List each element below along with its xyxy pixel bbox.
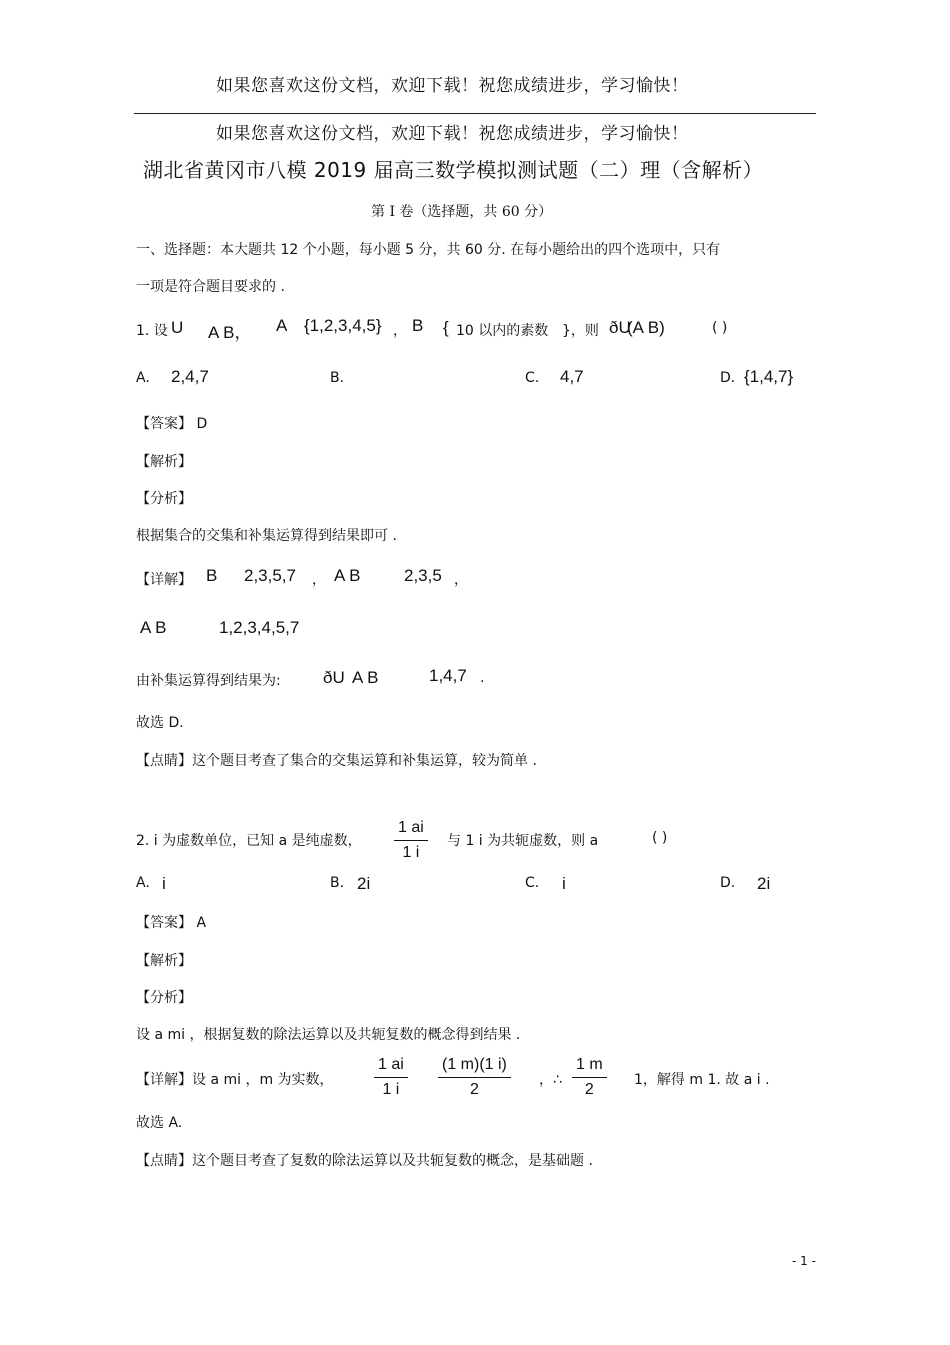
- document-title: 湖北省黄冈市八模 2019 届高三数学模拟测试题（二）理（含解析）: [143, 158, 764, 182]
- q1-detail-1e: 2,3,5: [404, 566, 442, 585]
- q2-fenxi-text: 设 a mi ，根据复数的除法运算以及共轭复数的概念得到结果 .: [136, 1027, 521, 1043]
- q2-option-b-value: 2i: [357, 874, 371, 893]
- q1-detail-1b: 2,3,5,7: [244, 566, 296, 585]
- q2-detail-f3-numerator: 1 m: [576, 1056, 603, 1073]
- q2-frac-denominator: 1 i: [402, 844, 420, 861]
- header-rule: [134, 113, 816, 114]
- q1-B-set: 10 以内的素数: [456, 323, 549, 339]
- q1-B-brace: {: [443, 318, 449, 337]
- q1-analysis-heading: 【解析】: [136, 454, 192, 470]
- q2-comment: 【点睛】这个题目考查了复数的除法运算以及共轭复数的概念，是基础题 .: [136, 1153, 593, 1169]
- q1-detail-1f: ，: [454, 572, 468, 588]
- q2-detail-prefix: 【详解】设 a mi ，m 为实数，: [136, 1072, 334, 1088]
- banner-top: 如果您喜欢这份文档，欢迎下载！祝您成绩进步，学习愉快！: [216, 76, 689, 96]
- q2-stem-mid: 与 1 i 为共轭虚数，则 a: [447, 833, 599, 849]
- volume-heading: 第 I 卷（选择题，共 60 分）: [371, 204, 553, 220]
- q1-complement: ðU: [609, 318, 631, 337]
- q1-complement-expr: (A B): [627, 318, 665, 337]
- q2-detail-f1-bar: [374, 1077, 408, 1078]
- q1-A-set: {1,2,3,4,5}: [304, 316, 382, 335]
- q1-comment: 【点睛】这个题目考查了集合的交集运算和补集运算，较为简单 .: [136, 753, 537, 769]
- q1-option-c-label: C.: [525, 370, 540, 386]
- q2-option-d-value: 2i: [757, 874, 771, 893]
- q1-detail-3-complement: ðU: [323, 668, 345, 687]
- q1-option-d-value: {1,4,7}: [744, 367, 794, 386]
- q1-fenxi-heading: 【分析】: [136, 491, 192, 507]
- q2-fenxi-heading: 【分析】: [136, 990, 192, 1006]
- q1-option-a-value: 2,4,7: [171, 367, 209, 386]
- q2-detail-fraction-1: [374, 1056, 408, 1099]
- q1-choose: 故选 D.: [136, 715, 184, 731]
- q1-detail-2a: A B: [140, 618, 167, 637]
- q2-detail-f2-numerator: (1 m)(1 i): [442, 1056, 507, 1073]
- q2-prefix: 2. i 为虚数单位，已知 a 是纯虚数，: [136, 833, 362, 849]
- q2-stem-fraction: [394, 819, 428, 862]
- q2-answer: 【答案】 A: [136, 915, 207, 931]
- q2-answer-paren: ( ): [652, 830, 668, 846]
- q1-AB: A B，: [208, 323, 252, 342]
- q1-B-label: B: [412, 316, 424, 335]
- q2-detail-f3-denominator: 2: [584, 1081, 594, 1098]
- q2-detail-f3-bar: [572, 1077, 607, 1078]
- q1-detail-1c: ，: [312, 572, 326, 588]
- q1-detail-1a: B: [206, 566, 218, 585]
- q2-detail-fraction-3: [572, 1056, 607, 1099]
- q1-detail-2b: 1,2,3,4,5,7: [219, 618, 300, 637]
- q2-option-b-label: B.: [330, 875, 345, 891]
- banner-second: 如果您喜欢这份文档，欢迎下载！祝您成绩进步，学习愉快！: [216, 124, 689, 144]
- q2-option-a-label: A.: [136, 875, 150, 891]
- q2-option-c-value: i: [562, 874, 566, 893]
- q2-detail-f2-bar: [438, 1077, 511, 1078]
- q2-detail-end: 1，解得 m 1. 故 a i .: [634, 1072, 770, 1088]
- q1-detail-1d: A B: [334, 566, 361, 585]
- q1-detail-prefix: 【详解】: [136, 572, 192, 588]
- q2-analysis-heading: 【解析】: [136, 953, 192, 969]
- q2-option-a-value: i: [162, 874, 166, 893]
- q1-fenxi-text: 根据集合的交集和补集运算得到结果即可 .: [136, 528, 397, 544]
- q1-B-close: }，则: [562, 323, 599, 339]
- q2-option-d-label: D.: [720, 875, 736, 891]
- q1-comma: ，: [393, 323, 407, 339]
- q1-prefix: 1. 设: [136, 323, 168, 339]
- q2-detail-fraction-2: [438, 1056, 511, 1099]
- q1-option-a-label: A.: [136, 370, 150, 386]
- q2-choose: 故选 A.: [136, 1115, 183, 1131]
- q1-option-b-label: B.: [330, 370, 345, 386]
- q1-detail-3-expr: A B: [352, 668, 379, 687]
- q2-detail-f1-numerator: 1 ai: [378, 1056, 404, 1073]
- section-intro-line1: 一、选择题：本大题共 12 个小题，每小题 5 分，共 60 分. 在每小题给出的四个选项中，只有: [136, 242, 721, 258]
- q2-frac-bar: [394, 840, 428, 841]
- q2-frac-numerator: 1 ai: [398, 819, 424, 836]
- q1-detail-3-end: .: [480, 670, 485, 686]
- q1-answer: 【答案】 D: [136, 416, 208, 432]
- q2-detail-f1-denominator: 1 i: [382, 1081, 400, 1098]
- q2-detail-f2-denominator: 2: [469, 1081, 479, 1098]
- page-number: - 1 -: [792, 1254, 816, 1268]
- q1-detail-3-value: 1,4,7: [429, 666, 467, 685]
- q2-detail-therefore: ，∴: [539, 1072, 562, 1088]
- q1-option-d-label: D.: [720, 370, 736, 386]
- q1-answer-paren: ( ): [712, 320, 728, 336]
- q1-U: U: [171, 318, 184, 337]
- q1-option-c-value: 4,7: [560, 367, 584, 386]
- section-intro-line2: 一项是符合题目要求的 .: [136, 279, 285, 295]
- q1-detail-3-text: 由补集运算得到结果为:: [136, 673, 281, 689]
- q1-A-label: A: [276, 316, 288, 335]
- q2-option-c-label: C.: [525, 875, 540, 891]
